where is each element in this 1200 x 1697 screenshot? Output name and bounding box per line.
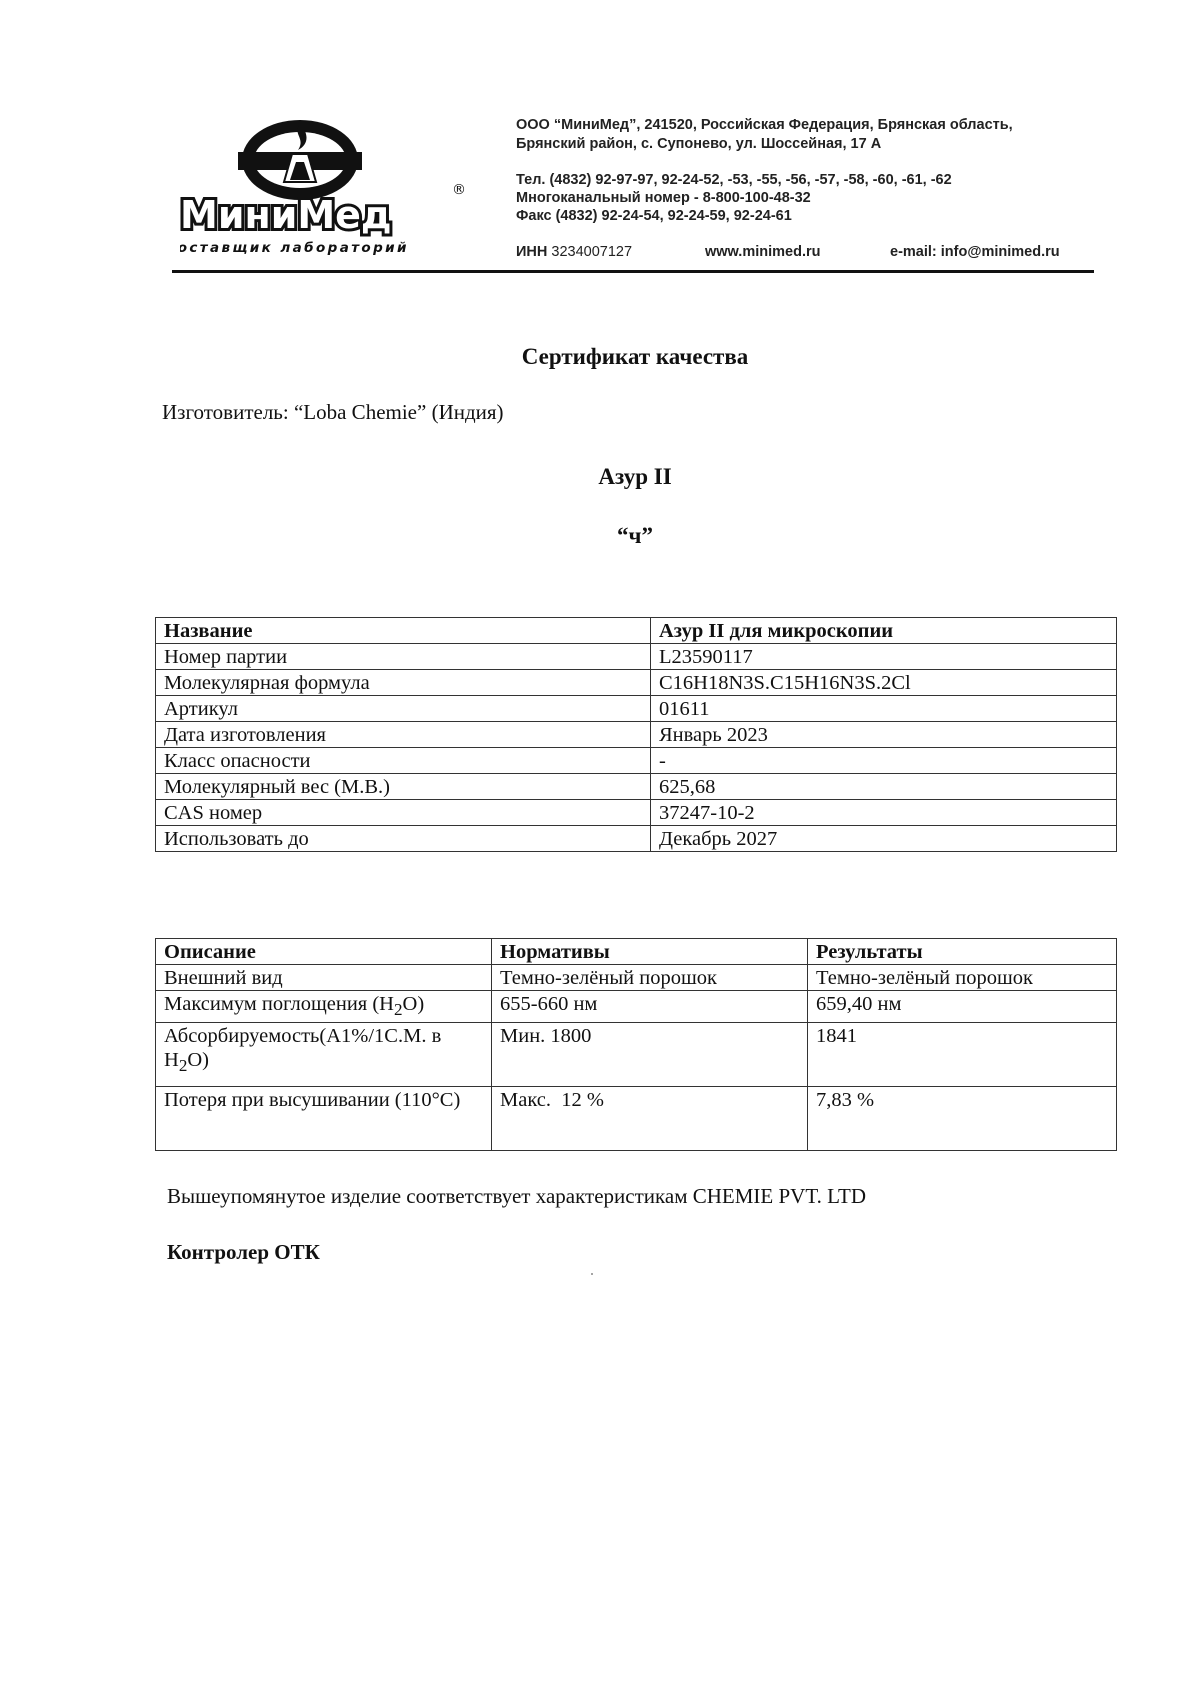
- field-label: CAS номер: [156, 800, 651, 826]
- table-row: [156, 748, 1117, 774]
- field-value: 625,68: [651, 774, 1117, 800]
- field-value: -: [651, 748, 1117, 774]
- conformity-statement: Вышеупомянутое изделие соответствует характеристикам CHEMIE PVT. LTD: [167, 1184, 866, 1208]
- field-value: Январь 2023: [651, 722, 1117, 748]
- table-row: [156, 965, 1117, 991]
- document-title: Сертификат качества: [521, 344, 749, 369]
- field-value: C16H18N3S.C15H16N3S.2Cl: [651, 670, 1117, 696]
- table-header-row: [156, 939, 1117, 965]
- product-grade: “ч”: [617, 523, 653, 548]
- table-row: [156, 670, 1117, 696]
- fax-line: Факс (4832) 92-24-54, 92-24-59, 92-24-61: [516, 208, 792, 224]
- test-description: Абсорбируемость(A1%/1С.М. в $H_2O$): [156, 1023, 492, 1087]
- header-divider: [172, 270, 1094, 273]
- scan-speck: [591, 1273, 593, 1275]
- table-row: [156, 800, 1117, 826]
- header-cell: Нормативы: [492, 939, 808, 965]
- email-link[interactable]: e-mail: info@minimed.ru: [890, 244, 1060, 260]
- field-label: Использовать до: [156, 826, 651, 852]
- table-row: [156, 774, 1117, 800]
- inn-field: [516, 244, 632, 260]
- test-result: 659,40 нм: [808, 991, 1117, 1023]
- header-cell: Азур II для микроскопии: [651, 618, 1117, 644]
- field-label: Дата изготовления: [156, 722, 651, 748]
- field-value: 01611: [651, 696, 1117, 722]
- field-label: Номер партии: [156, 644, 651, 670]
- test-norm: Темно-зелёный порошок: [492, 965, 808, 991]
- header-cell: Название: [156, 618, 651, 644]
- product-name: Азур II: [598, 464, 672, 489]
- field-label: Молекулярная формула: [156, 670, 651, 696]
- table-row: [156, 1087, 1117, 1151]
- address-line: Брянский район, с. Супонево, ул. Шоссейная, 17 А: [516, 136, 882, 152]
- test-description: Внешний вид: [156, 965, 492, 991]
- field-value: L23590117: [651, 644, 1117, 670]
- phone-line: Тел. (4832) 92-97-97, 92-24-52, -53, -55, -56, -57, -58, -60, -61, -62: [516, 172, 952, 188]
- test-description: Максимум поглощения $(H_2O)$: [156, 991, 492, 1023]
- company-logo: [180, 110, 480, 260]
- header-cell: Результаты: [808, 939, 1117, 965]
- product-info-table: [155, 617, 1117, 852]
- company-line: ООО “МиниМед”, 241520, Российская Федерация, Брянская область,: [516, 117, 1013, 133]
- table-row: [156, 991, 1117, 1023]
- inn-value: 3234007127: [551, 244, 633, 260]
- specification-table: [155, 938, 1117, 1151]
- qc-signature-label: Контролер ОТК: [167, 1240, 320, 1264]
- table-header-row: [156, 618, 1117, 644]
- table-row: [156, 644, 1117, 670]
- svg-text:МиниМед: МиниМед: [180, 193, 392, 237]
- svg-text:®: ®: [452, 182, 466, 198]
- table-row: [156, 722, 1117, 748]
- inn-label: ИНН: [516, 244, 548, 260]
- svg-text:поставщик лабораторий: поставщик лабораторий: [180, 240, 409, 256]
- test-norm: Макс. 12 %: [492, 1087, 808, 1151]
- test-norm: 655-660 нм: [492, 991, 808, 1023]
- table-row: [156, 826, 1117, 852]
- test-description: Потеря при высушивании (110°C): [156, 1087, 492, 1151]
- field-label: Артикул: [156, 696, 651, 722]
- table-row: [156, 696, 1117, 722]
- field-label: Молекулярный вес (М.В.): [156, 774, 651, 800]
- multichannel-line: Многоканальный номер - 8-800-100-48-32: [516, 190, 811, 206]
- header-cell: Описание: [156, 939, 492, 965]
- test-result: 1841: [808, 1023, 1117, 1087]
- test-result: Темно-зелёный порошок: [808, 965, 1117, 991]
- manufacturer-line: Изготовитель: “Loba Chemie” (Индия): [162, 400, 504, 424]
- test-norm: Мин. 1800: [492, 1023, 808, 1087]
- field-value: Декабрь 2027: [651, 826, 1117, 852]
- field-label: Класс опасности: [156, 748, 651, 774]
- field-value: 37247-10-2: [651, 800, 1117, 826]
- test-result: 7,83 %: [808, 1087, 1117, 1151]
- website-link[interactable]: www.minimed.ru: [705, 244, 821, 260]
- table-row: [156, 1023, 1117, 1087]
